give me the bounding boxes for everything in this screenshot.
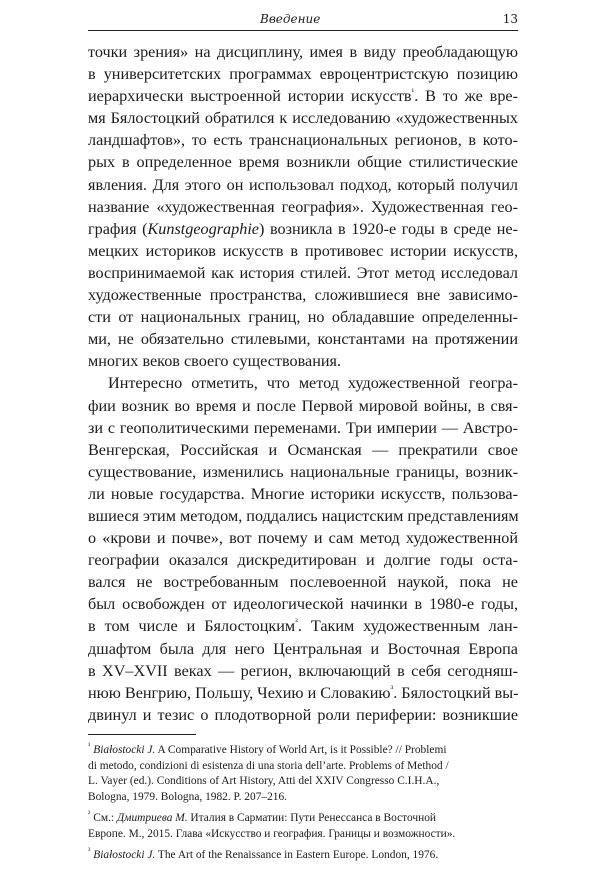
text-line: Интересно отметить, что метод художественной геогра- xyxy=(108,374,518,393)
text-run: в том числе и Бялостоцким xyxy=(88,617,296,636)
text-line: фии возник во время и после Первой мировой войны, в свя- xyxy=(88,396,518,415)
footnote-author: Białostocki J. xyxy=(93,743,156,756)
footnote-line: L. Vayer (ed.). Conditions of Art History, Atti del XXIV Congresso C.I.H.A., xyxy=(88,775,440,788)
text-line: существование, изменились национальные границы, возник- xyxy=(88,462,518,481)
text-line: явления. Для этого он использовал подход, который получил xyxy=(88,175,518,194)
footnote-1 xyxy=(88,743,518,805)
text-line: вшиеся этим методом, поддались нацистским представлениям xyxy=(88,506,519,525)
footnote-line xyxy=(88,848,518,864)
footnote-text: Италия в Сарматии: Пути Ренессанса в Восточной xyxy=(187,812,436,825)
text-line: ми, не обязательно стилевыми, константами на протяжении xyxy=(88,330,518,349)
footnote-author: Дмитриева М. xyxy=(116,812,188,825)
text-line: о «крови и почве», вот почему и сам метод художественной xyxy=(88,529,518,548)
text-line: географии оказался дискредитирован и долгие годы оста- xyxy=(88,551,518,570)
footnote-line xyxy=(88,811,518,827)
footnote-ref-3[interactable]: ³ xyxy=(390,683,394,694)
footnote-mark: ¹ xyxy=(88,741,91,751)
footnote-ref-1[interactable]: ¹ xyxy=(411,86,415,97)
footnote-line: Европе. М., 2015. Глава «Искусство и география. Границы и возможности». xyxy=(88,827,456,840)
footnote-mark: ³ xyxy=(88,846,91,856)
text-line: зи с геополитическими переменами. Три империи — Австро- xyxy=(88,418,518,437)
footnote-text: A Comparative History of World Art, is it Possible? // Problemi xyxy=(155,743,447,756)
page-number: 13 xyxy=(502,12,518,26)
footnote-author: Białostocki J. xyxy=(93,849,156,862)
text-run: ) возникла в 1920-е годы в среде не- xyxy=(259,219,518,238)
text-line: был освобожден от идеологической начинки в 1980-е годы, xyxy=(88,595,518,614)
text-line: ли новые государства. Многие историки искусств, пользова- xyxy=(88,484,518,503)
text-line: название «художественная география». Художественная гео- xyxy=(88,197,518,216)
text-run: . Таким художественным лан- xyxy=(297,617,518,636)
text-run: графия ( xyxy=(88,219,148,238)
text-line xyxy=(88,682,518,704)
text-line: воспринимаемой как история стилей. Этот метод исследовал xyxy=(88,263,518,282)
italic-term: Kunstgeographie xyxy=(147,219,259,238)
footnote-line: Bologna, 1979. Bologna, 1982. P. 207–216. xyxy=(88,790,288,803)
text-line: двинул и тезис о плодотворной роли периферии: возникшие xyxy=(88,705,518,724)
text-line: сти от национальных границ, но обладавшие определенны- xyxy=(88,308,518,327)
running-title: Введение xyxy=(260,12,321,26)
footnote-text: The Art of the Renaissance in Eastern Europe. London, 1976. xyxy=(155,849,439,862)
footnote-line: di metodo, condizioni di esistenza di una storia dell’arte. Problems of Method / xyxy=(88,759,449,772)
paragraph-2 xyxy=(88,372,518,726)
paragraph-1 xyxy=(88,41,518,372)
footnote-prefix: См.: xyxy=(93,812,117,825)
text-line: рых в определенное время возникли общие стилистические xyxy=(88,153,518,172)
text-line: художественные пространства, сложившиеся вне зависимо- xyxy=(88,286,518,305)
text-line: ландшафтов», то есть транснациональных регионов, в кото- xyxy=(88,131,518,150)
footnote-mark: ² xyxy=(88,809,91,819)
footnote-3 xyxy=(88,848,518,864)
footnote-line xyxy=(88,743,518,759)
body-text xyxy=(88,41,518,726)
running-header xyxy=(88,12,518,31)
text-line xyxy=(88,615,518,637)
footnote-ref-2[interactable]: ² xyxy=(295,617,298,628)
text-run: иерархически выстроенной истории искусств xyxy=(88,87,412,106)
text-line: Венгерская, Российская и Османская — прекратили свое xyxy=(88,440,518,459)
text-line xyxy=(88,85,518,107)
text-line: точки зрения» на дисциплину, имея в виду преобладающую xyxy=(88,43,518,61)
text-run: . Бялостоцкий вы- xyxy=(393,683,519,702)
text-run: . В то же вре- xyxy=(414,87,518,106)
footnote-2 xyxy=(88,811,518,842)
text-line: мя Бялостоцкий обратился к исследованию «художественных xyxy=(88,109,518,128)
text-line xyxy=(88,218,518,240)
footnotes xyxy=(88,743,518,864)
text-line: в университетских программах евроцентристскую позицию xyxy=(88,65,518,84)
book-page xyxy=(88,12,518,870)
text-line: дшафтом была для него Центральная и Восточная Европа xyxy=(88,639,518,658)
footnote-divider xyxy=(88,734,196,735)
text-run: нюю Венгрию, Польшу, Чехию и Словакию xyxy=(88,683,391,702)
text-line: многих веков своего существования. xyxy=(88,352,342,371)
text-line: вался не востребованным послевоенной наукой, пока не xyxy=(88,573,518,592)
text-line: мецких историков искусств в противовес истории искусств, xyxy=(88,241,518,260)
text-line: в XV–XVII веках — регион, включающий в себя сегодняш- xyxy=(88,661,518,680)
